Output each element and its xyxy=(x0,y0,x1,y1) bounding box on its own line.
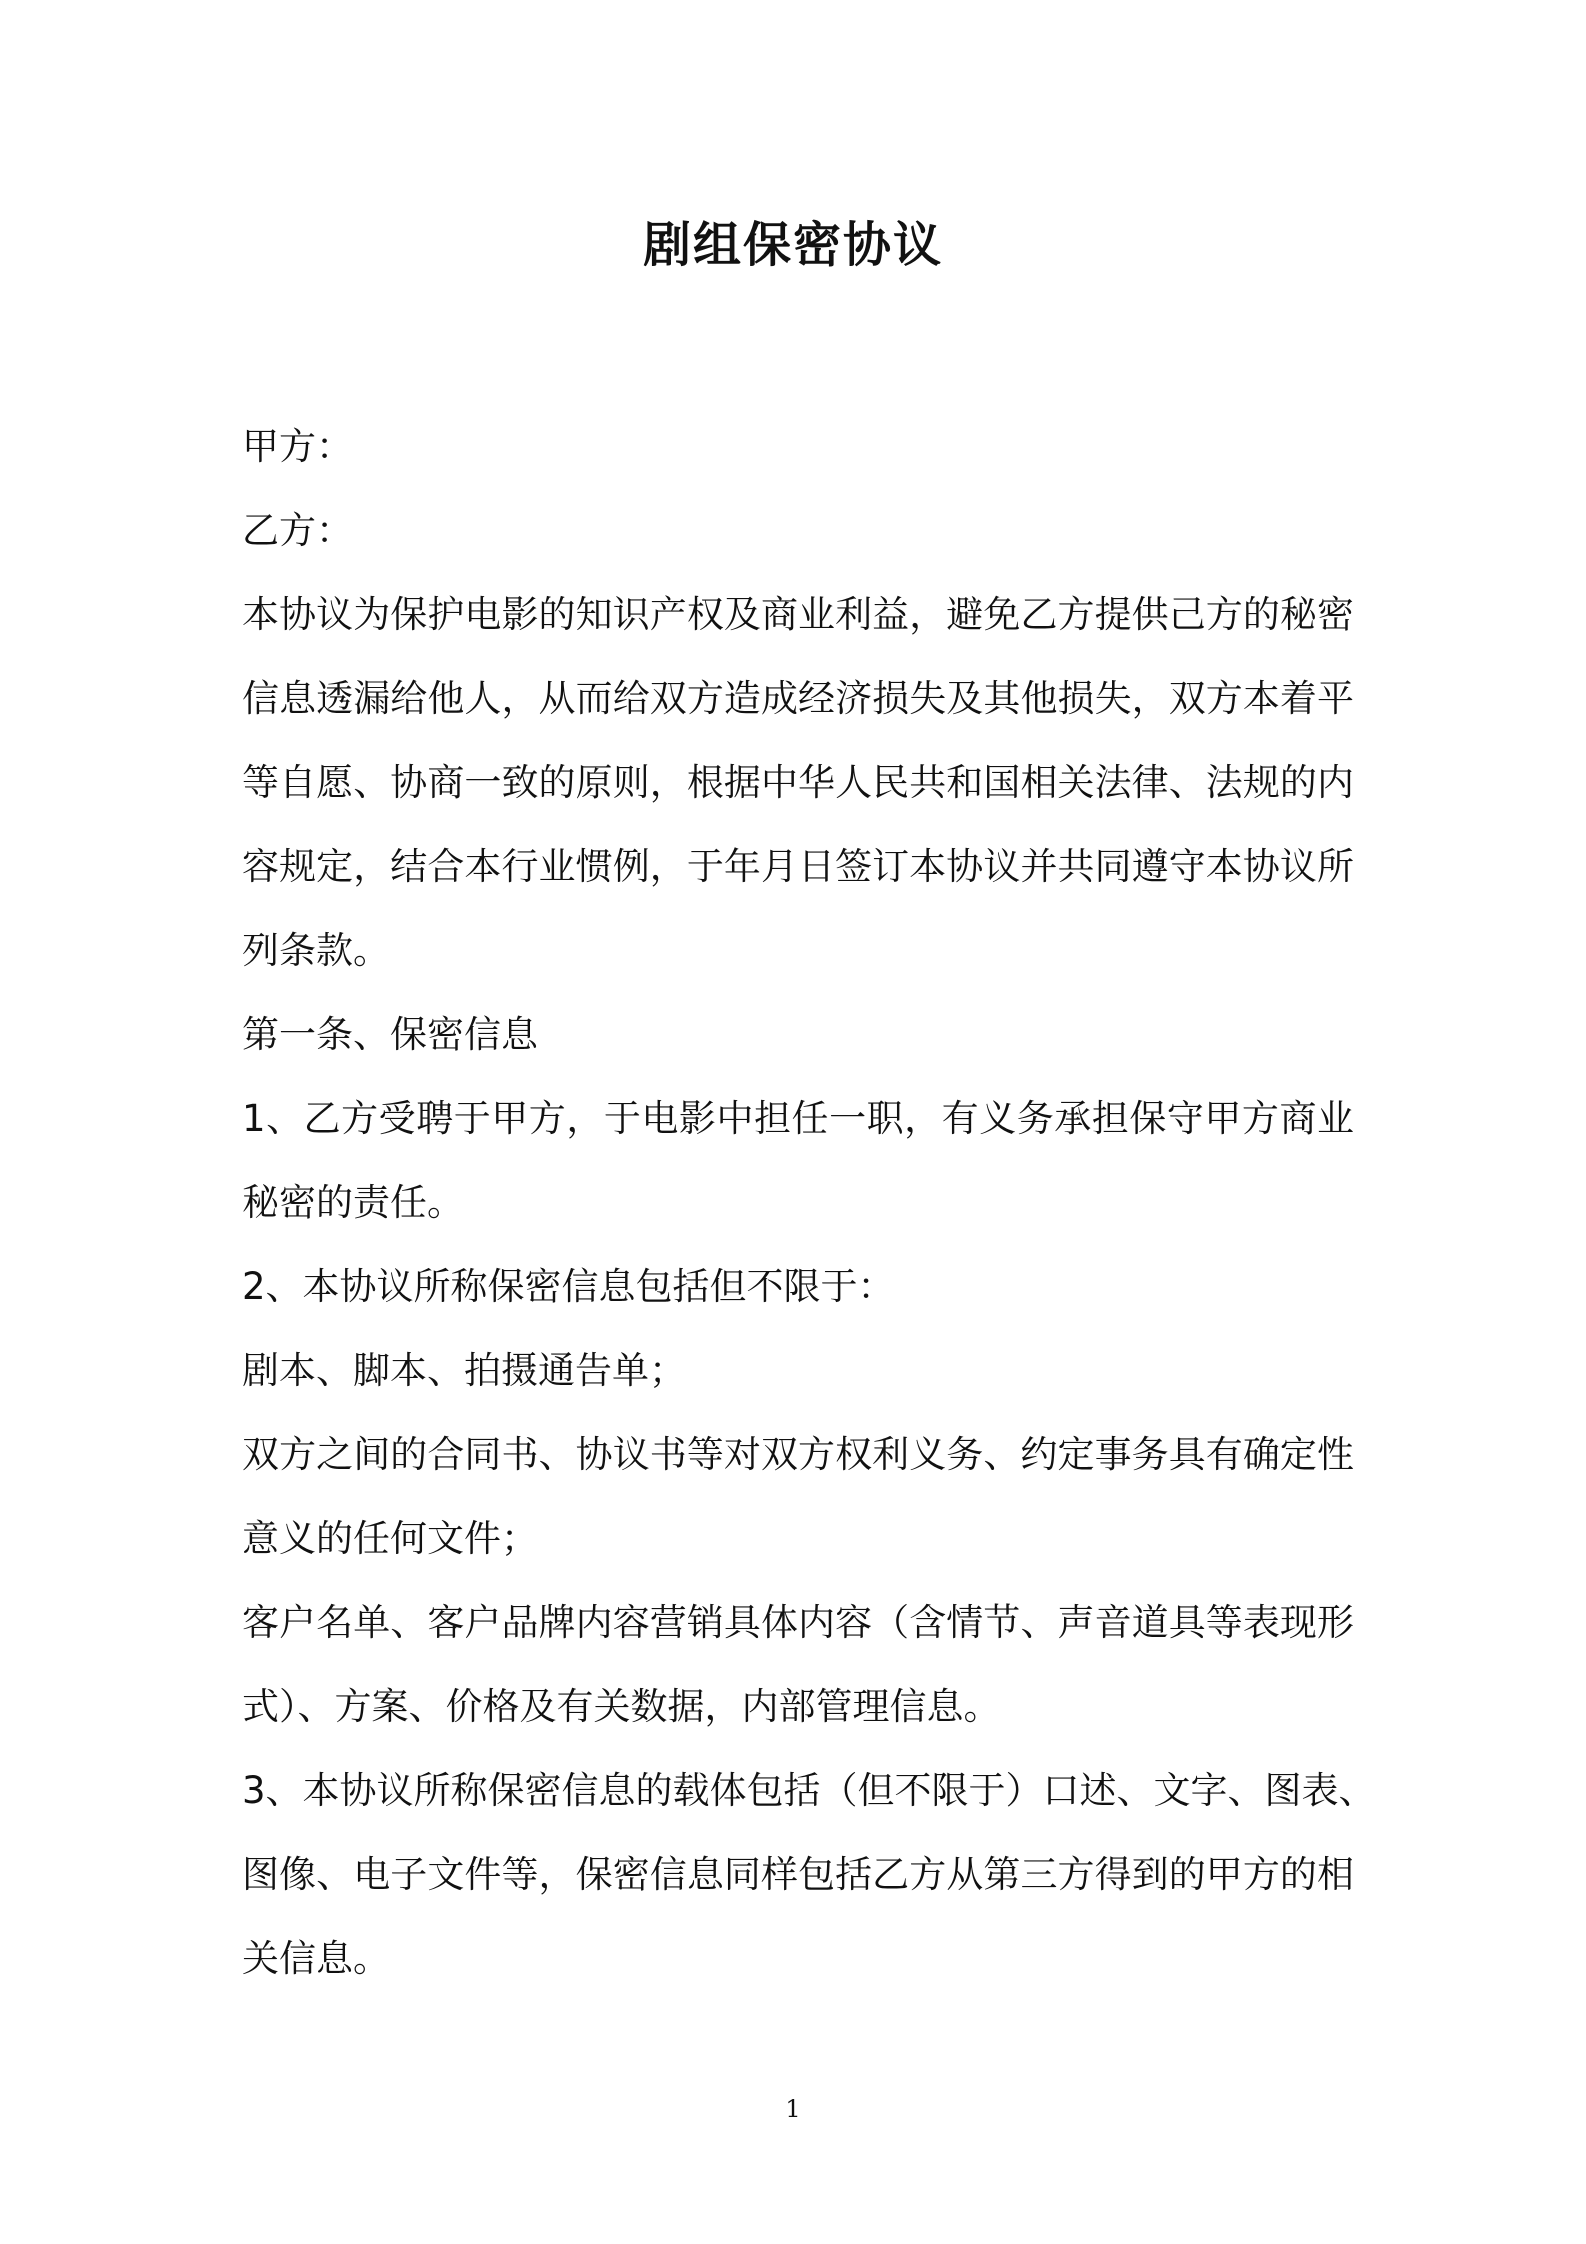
party-a-line: 甲方： xyxy=(242,425,353,468)
clause-1-line-2: 秘密的责任。 xyxy=(242,1181,464,1224)
clause-3-line-1: 3、本协议所称保密信息的载体包括（但不限于）口述、文字、图表、 xyxy=(242,1769,1376,1812)
document-title: 剧组保密协议 xyxy=(642,217,943,273)
clause-2-line: 2、本协议所称保密信息包括但不限于： xyxy=(242,1265,895,1308)
clause-2-item-3-line-1: 客户名单、客户品牌内容营销具体内容（含情节、声音道具等表现形 xyxy=(242,1601,1354,1644)
clause-3-line-3: 关信息。 xyxy=(242,1937,390,1980)
clause-2-item-2-line-2: 意义的任何文件； xyxy=(242,1517,538,1560)
preamble-line-4: 容规定，结合本行业惯例，于年月日签订本协议并共同遵守本协议所 xyxy=(242,845,1354,888)
clause-2-item-3-line-2: 式）、方案、价格及有关数据，内部管理信息。 xyxy=(242,1685,1001,1728)
article-one-heading: 第一条、保密信息 xyxy=(242,1013,538,1056)
preamble-line-2: 信息透漏给他人，从而给双方造成经济损失及其他损失，双方本着平 xyxy=(242,677,1354,720)
preamble-line-3: 等自愿、协商一致的原则，根据中华人民共和国相关法律、法规的内 xyxy=(242,761,1354,804)
clause-2-item-2-line-1: 双方之间的合同书、协议书等对双方权利义务、约定事务具有确定性 xyxy=(242,1433,1354,1476)
preamble-line-5: 列条款。 xyxy=(242,929,390,972)
preamble-line-1: 本协议为保护电影的知识产权及商业利益，避免乙方提供己方的秘密 xyxy=(242,593,1354,636)
clause-3-line-2: 图像、电子文件等，保密信息同样包括乙方从第三方得到的甲方的相 xyxy=(242,1853,1354,1896)
page-number: 1 xyxy=(785,2095,801,2123)
clause-2-item-1: 剧本、脚本、拍摄通告单； xyxy=(242,1349,686,1392)
party-b-line: 乙方： xyxy=(242,509,353,552)
document-body xyxy=(242,405,1376,2001)
clause-1-line-1: 1、乙方受聘于甲方，于电影中担任一职，有义务承担保守甲方商业 xyxy=(242,1097,1354,1140)
